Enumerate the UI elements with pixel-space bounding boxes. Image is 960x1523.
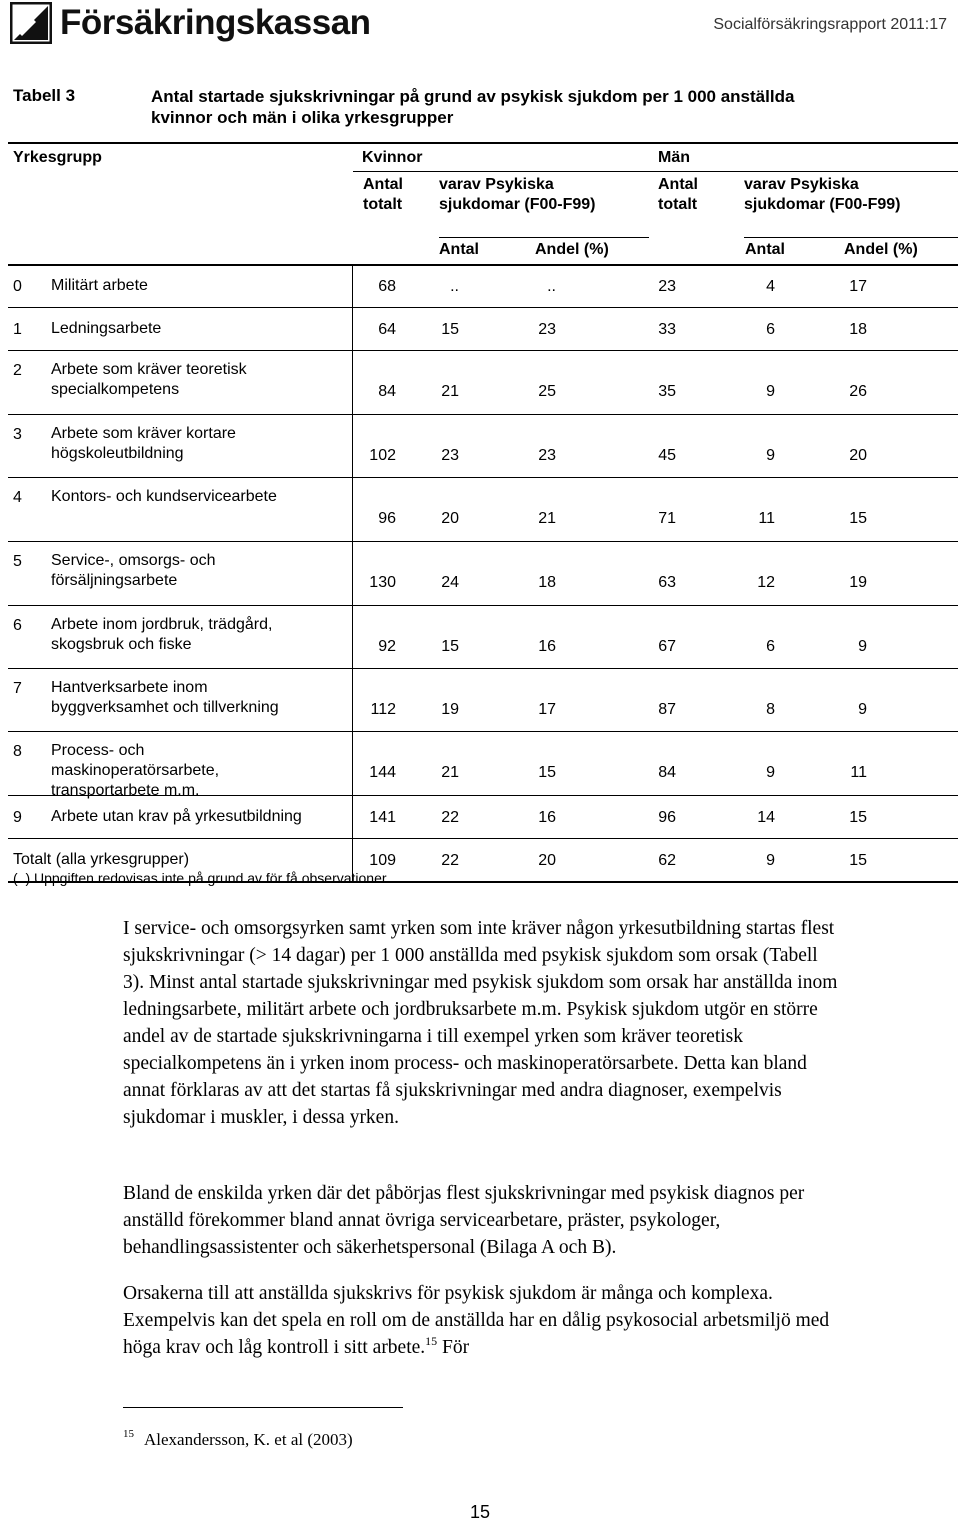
cell-mt: 63 <box>658 574 676 591</box>
footnote <box>123 1430 353 1450</box>
cell-ma: 14 <box>757 809 775 826</box>
cell-wa: 23 <box>441 447 459 464</box>
paragraph-3 <box>123 1280 843 1361</box>
cell-wp: 16 <box>538 638 556 655</box>
column-divider <box>352 796 353 839</box>
row-number: 5 <box>13 553 22 570</box>
header-antal-totalt-kvinnor: Antal totalt <box>363 176 403 213</box>
row-number: 4 <box>13 489 22 506</box>
row-label: Kontors- och kundservicearbete <box>51 488 277 505</box>
column-divider <box>352 308 353 351</box>
cell-wp: 21 <box>538 510 556 527</box>
cell-wt: 96 <box>378 510 396 527</box>
cell-mp: 26 <box>849 383 867 400</box>
cell-mt: 23 <box>658 278 676 295</box>
table-row <box>8 351 958 415</box>
cell-ma: 9 <box>766 764 775 781</box>
cell-wa: 15 <box>441 321 459 338</box>
row-label: Process- och maskinoperatörsarbete, transportarbete m.m. <box>51 742 220 799</box>
header-varav-man: varav Psykiska sjukdomar (F00-F99) <box>744 176 901 213</box>
cell-wt: 112 <box>370 701 396 718</box>
row-number: 3 <box>13 426 22 443</box>
cell-mp: 19 <box>849 574 867 591</box>
cell-ma: 9 <box>766 383 775 400</box>
header-antal-totalt-man: Antal totalt <box>658 176 698 213</box>
paragraph-3-tail: För <box>437 1337 470 1358</box>
logo-mark-icon <box>10 2 52 44</box>
row-label: Hantverksarbete inom byggverksamhet och tillverkning <box>51 679 279 716</box>
paragraph-1: I service- och omsorgsyrken samt yrken som inte kräver någon yrkesutbildning startas flest sjukskrivningar (> 14 dagar) per 1 000 anställda med psykisk sjukdom som orsak (Tabell 3). Minst antal startade sjukskrivningar med psykisk sjukdom som orsak har anställda inom ledningsarbete, militärt arbete och jordbruksarbete m.m. Psykisk sjukdom utgör en större andel av de startade sjukskrivningarna i till exempel yrken som kräver teoretisk specialkompetens än i yrken inom process- och maskinoperatörsarbete. Detta kan bland annat förklaras av att det startas få sjukskrivningar med andra diagnoser, exempelvis sjukdomar i muskler, i dessa yrken. <box>123 918 838 1128</box>
cell-mp: 11 <box>850 764 867 781</box>
column-divider <box>352 478 353 542</box>
cell-wt: 84 <box>378 383 396 400</box>
page-number: 15 <box>470 1502 491 1522</box>
cell-wa: .. <box>450 278 459 295</box>
row-number: 2 <box>13 362 22 379</box>
header-antal-man: Antal <box>745 241 785 258</box>
row-number: 6 <box>13 617 22 634</box>
header-kvinnor: Kvinnor <box>362 149 423 166</box>
cell-wp: 17 <box>538 701 556 718</box>
column-divider <box>352 265 353 308</box>
header-varav-kvinnor: varav Psykiska sjukdomar (F00-F99) <box>439 176 596 213</box>
table-top-rule <box>8 142 958 144</box>
cell-wa: 22 <box>441 809 459 826</box>
cell-mt: 84 <box>658 764 676 781</box>
row-label: Arbete utan krav på yrkesutbildning <box>51 808 302 825</box>
cell-ma: 12 <box>757 574 775 591</box>
cell-wa: 22 <box>441 852 459 869</box>
row-number: 9 <box>13 809 22 826</box>
table-row <box>8 542 958 606</box>
table-row <box>8 669 958 732</box>
row-number: 0 <box>13 278 22 295</box>
cell-ma: 9 <box>766 447 775 464</box>
cell-ma: 6 <box>766 638 775 655</box>
cell-wt: 64 <box>378 321 396 338</box>
row-label: Ledningsarbete <box>51 320 162 337</box>
cell-wp: 18 <box>538 574 556 591</box>
table-row <box>8 308 958 351</box>
header-andel-kvinnor: Andel (%) <box>535 241 609 258</box>
table-row <box>8 478 958 542</box>
table-title: Antal startade sjukskrivningar på grund av psykisk sjukdom per 1 000 anställda kvinnor och män i olika yrkesgrupper <box>151 87 795 127</box>
cell-wt: 68 <box>378 278 396 295</box>
cell-mp: 9 <box>858 701 867 718</box>
cell-wt: 92 <box>378 638 396 655</box>
cell-mp: 18 <box>849 321 867 338</box>
row-label: Arbete som kräver teoretisk specialkompetens <box>51 361 247 398</box>
cell-wt: 144 <box>369 764 396 781</box>
cell-ma: 9 <box>766 852 775 869</box>
cell-mp: 17 <box>849 278 867 295</box>
column-divider <box>352 732 353 796</box>
row-label: Arbete inom jordbruk, trädgård, skogsbruk och fiske <box>51 616 273 653</box>
column-divider <box>352 606 353 669</box>
header-rule-2b <box>744 237 958 238</box>
cell-ma: 11 <box>758 510 775 527</box>
header-andel-man: Andel (%) <box>844 241 918 258</box>
cell-wa: 15 <box>441 638 459 655</box>
footnote-ref[interactable]: 15 <box>425 1334 438 1348</box>
row-label: Service-, omsorgs- och försäljningsarbete <box>51 552 216 589</box>
row-number: 7 <box>13 680 22 697</box>
header-rule-2a <box>439 237 649 238</box>
header-rule-1 <box>353 171 958 172</box>
row-number: 1 <box>13 321 22 338</box>
cell-mt: 96 <box>658 809 676 826</box>
cell-wp: 20 <box>538 852 556 869</box>
cell-wa: 24 <box>441 574 459 591</box>
cell-mt: 45 <box>658 447 676 464</box>
row-label: Militärt arbete <box>51 277 148 294</box>
logo <box>10 0 371 46</box>
header-antal-kvinnor: Antal <box>439 241 479 258</box>
cell-wt: 141 <box>369 809 396 826</box>
cell-mp: 15 <box>849 809 867 826</box>
cell-ma: 4 <box>766 278 775 295</box>
cell-mp: 15 <box>849 852 867 869</box>
cell-wa: 19 <box>441 701 459 718</box>
cell-wt: 109 <box>369 852 396 869</box>
row-number: 8 <box>13 743 22 760</box>
cell-wp: 16 <box>538 809 556 826</box>
cell-wt: 102 <box>369 447 396 464</box>
row-label: Totalt (alla yrkesgrupper) <box>13 851 190 868</box>
cell-wp: 23 <box>538 321 556 338</box>
cell-mt: 33 <box>658 321 676 338</box>
cell-mt: 62 <box>658 852 676 869</box>
cell-mp: 20 <box>849 447 867 464</box>
footnote-number: 15 <box>123 1428 134 1440</box>
cell-wp: 15 <box>538 764 556 781</box>
cell-mt: 35 <box>658 383 676 400</box>
cell-ma: 8 <box>766 701 775 718</box>
logo-text: Försäkringskassan <box>60 3 371 42</box>
table-note: (..) Uppgiften redovisas inte på grund av för få observationer <box>13 870 387 886</box>
table-row <box>8 415 958 478</box>
cell-mp: 9 <box>858 638 867 655</box>
cell-wt: 130 <box>369 574 396 591</box>
row-label: Arbete som kräver kortare högskoleutbildning <box>51 425 236 462</box>
table-row <box>8 796 958 839</box>
table-label: Tabell 3 <box>13 86 76 105</box>
cell-mt: 71 <box>658 510 676 527</box>
cell-mt: 67 <box>658 638 676 655</box>
column-divider <box>352 669 353 732</box>
table-row <box>8 732 958 799</box>
cell-wa: 21 <box>441 764 459 781</box>
cell-wp: .. <box>547 278 556 295</box>
cell-mt: 87 <box>658 701 676 718</box>
paragraph-3-text: Orsakerna till att anställda sjukskrivs för psykisk sjukdom är många och komplexa. Exempelvis kan det spela en roll om de anställda har en dålig psykosocial arbetsmiljö med höga krav och låg kontroll i sitt arbete. <box>123 1283 830 1358</box>
column-divider <box>352 415 353 478</box>
cell-wp: 23 <box>538 447 556 464</box>
paragraph-2: Bland de enskilda yrken där det påbörjas flest sjukskrivningar med psykisk diagnos per anställd förekommer bland annat övriga servicearbetare, präster, psykologer, behandlingsassistenter och säkerhetspersonal (Bilaga A och B). <box>123 1183 805 1258</box>
footnote-text: Alexandersson, K. et al (2003) <box>144 1430 353 1449</box>
header-man: Män <box>658 149 690 166</box>
cell-mp: 15 <box>849 510 867 527</box>
header-yrkesgrupp: Yrkesgrupp <box>13 149 102 166</box>
table-row <box>8 606 958 669</box>
cell-wa: 20 <box>441 510 459 527</box>
table-row <box>8 265 958 308</box>
report-id: Socialförsäkringsrapport 2011:17 <box>713 16 947 33</box>
footnote-rule <box>123 1407 403 1408</box>
cell-wp: 25 <box>538 383 556 400</box>
cell-wa: 21 <box>441 383 459 400</box>
column-divider <box>352 351 353 415</box>
column-divider <box>352 542 353 606</box>
cell-ma: 6 <box>766 321 775 338</box>
